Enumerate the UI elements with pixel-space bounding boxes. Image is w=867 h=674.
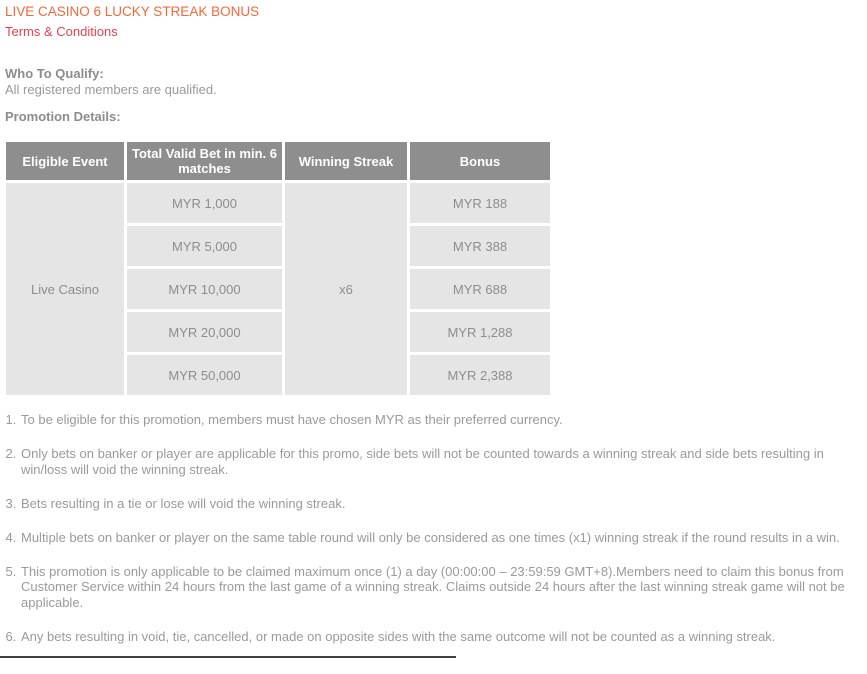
table-header-row [6,142,550,180]
terms-item: 1. To be eligible for this promotion, members must have chosen MYR as their preferred currency. [20,412,860,428]
divider-line [0,656,456,658]
bonus-cell: MYR 688 [410,269,550,309]
who-to-qualify-text: All registered members are qualified. [5,82,217,97]
bet-cell: MYR 20,000 [127,312,282,352]
col-header-winning-streak: Winning Streak [285,142,407,180]
terms-conditions-heading: Terms & Conditions [5,24,118,39]
page-title: LIVE CASINO 6 LUCKY STREAK BONUS [5,4,260,19]
bet-cell: MYR 50,000 [127,355,282,395]
terms-item: 6. Any bets resulting in void, tie, cancelled, or made on opposite sides with the same outcome will not be counted as a winning streak. [20,629,860,645]
promotion-details-heading: Promotion Details: [5,109,121,124]
terms-item: 5. This promotion is only applicable to be claimed maximum once (1) a day (00:00:00 – 23:59:59 GMT+8).Members need to claim this bonus from Customer Service within 24 hours from the last game of a winning streak. Claims outside 24 hours after the last winning streak game will not be applicable. [20,564,860,611]
terms-list [5,412,862,644]
eligible-event-cell: Live Casino [6,183,124,395]
bonus-cell: MYR 2,388 [410,355,550,395]
winning-streak-cell: x6 [285,183,407,395]
bonus-table [3,139,553,398]
terms-item: 3. Bets resulting in a tie or lose will void the winning streak. [20,496,860,512]
bet-cell: MYR 1,000 [127,183,282,223]
terms-item: 2. Only bets on banker or player are applicable for this promo, side bets will not be counted towards a winning streak and side bets resulting in win/loss will void the winning streak. [20,446,860,477]
col-header-eligible-event: Eligible Event [6,142,124,180]
terms-item: 4. Multiple bets on banker or player on the same table round will only be considered as one times (x1) winning streak if the round results in a win. [20,530,860,546]
who-to-qualify-heading: Who To Qualify: [5,66,104,81]
col-header-total-valid-bet: Total Valid Bet in min. 6 matches [127,142,282,180]
bonus-cell: MYR 1,288 [410,312,550,352]
bet-cell: MYR 5,000 [127,226,282,266]
bet-cell: MYR 10,000 [127,269,282,309]
bonus-cell: MYR 188 [410,183,550,223]
col-header-bonus: Bonus [410,142,550,180]
table-row [6,183,550,223]
bonus-cell: MYR 388 [410,226,550,266]
